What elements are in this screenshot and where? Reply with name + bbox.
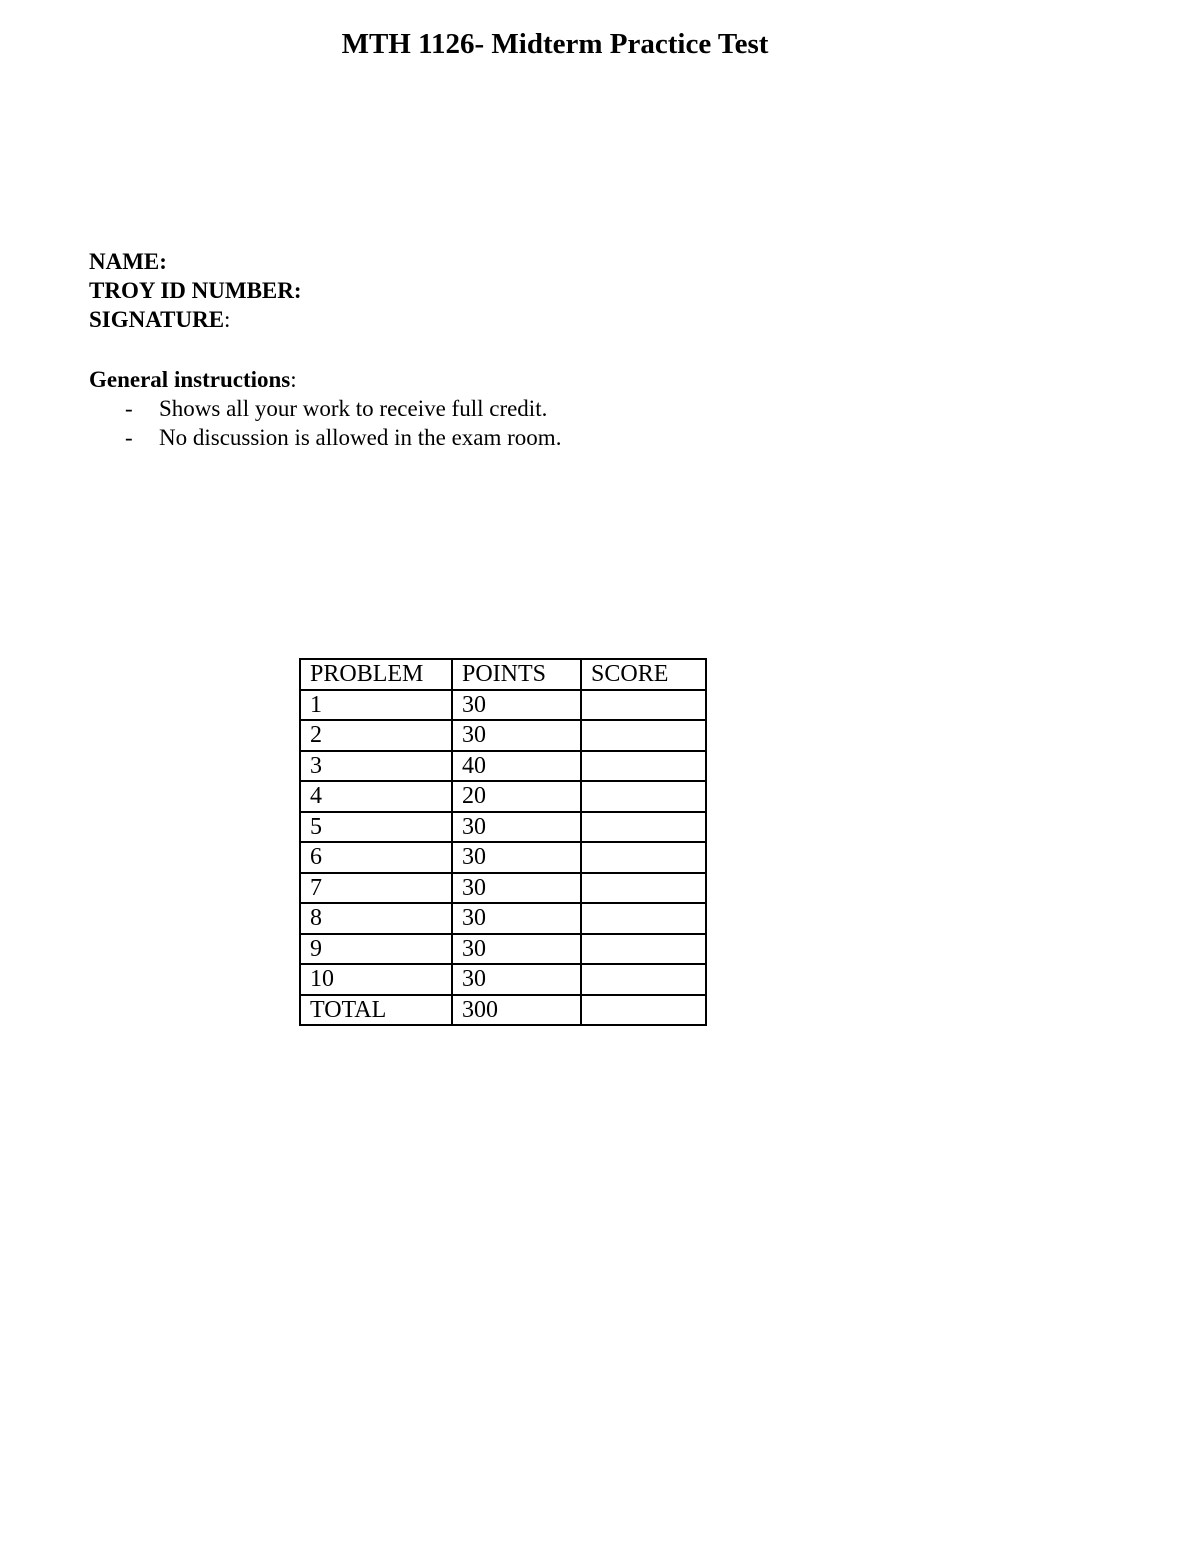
instructions-heading-row	[89, 365, 561, 394]
problem-cell: 7	[300, 873, 452, 904]
total-score-cell[interactable]	[581, 995, 706, 1026]
problem-cell: 5	[300, 812, 452, 843]
problem-cell: 1	[300, 690, 452, 721]
score-cell[interactable]	[581, 903, 706, 934]
signature-row	[89, 305, 302, 334]
general-instructions	[89, 365, 561, 452]
bullet-dash: -	[125, 396, 133, 421]
header-score: SCORE	[581, 659, 706, 690]
problem-cell: 10	[300, 964, 452, 995]
score-table	[299, 658, 707, 1026]
problem-cell: 6	[300, 842, 452, 873]
bullet-dash: -	[125, 425, 133, 450]
score-cell[interactable]	[581, 720, 706, 751]
table-row	[300, 934, 706, 965]
table-row	[300, 720, 706, 751]
instructions-heading: General instructions	[89, 367, 291, 392]
points-cell: 30	[452, 720, 581, 751]
troy-id-label: TROY ID NUMBER:	[89, 278, 302, 303]
score-cell[interactable]	[581, 934, 706, 965]
total-points-cell: 300	[452, 995, 581, 1026]
score-cell[interactable]	[581, 781, 706, 812]
instructions-list	[89, 394, 561, 452]
score-cell[interactable]	[581, 751, 706, 782]
points-cell: 30	[452, 964, 581, 995]
points-cell: 30	[452, 934, 581, 965]
points-cell: 30	[452, 690, 581, 721]
table-row	[300, 842, 706, 873]
signature-colon: :	[224, 307, 231, 332]
score-cell[interactable]	[581, 690, 706, 721]
table-row	[300, 751, 706, 782]
points-cell: 30	[452, 903, 581, 934]
points-cell: 20	[452, 781, 581, 812]
score-cell[interactable]	[581, 964, 706, 995]
student-info-fields	[89, 247, 302, 334]
total-label-cell: TOTAL	[300, 995, 452, 1026]
header-problem: PROBLEM	[300, 659, 452, 690]
problem-cell: 8	[300, 903, 452, 934]
points-cell: 40	[452, 751, 581, 782]
signature-label: SIGNATURE	[89, 307, 225, 332]
instruction-text: No discussion is allowed in the exam room.	[159, 425, 562, 450]
points-cell: 30	[452, 812, 581, 843]
table-row	[300, 964, 706, 995]
score-cell[interactable]	[581, 812, 706, 843]
instruction-text: Shows all your work to receive full credit.	[159, 396, 548, 421]
header-points: POINTS	[452, 659, 581, 690]
instruction-item	[89, 423, 561, 452]
instruction-item	[89, 394, 561, 423]
score-cell[interactable]	[581, 842, 706, 873]
table-row	[300, 781, 706, 812]
problem-cell: 2	[300, 720, 452, 751]
table-row	[300, 812, 706, 843]
table-total-row	[300, 995, 706, 1026]
table-header-row	[300, 659, 706, 690]
name-label: NAME:	[89, 249, 167, 274]
table-row	[300, 690, 706, 721]
points-cell: 30	[452, 842, 581, 873]
table-row	[300, 903, 706, 934]
instructions-heading-colon: :	[290, 367, 297, 392]
problem-cell: 9	[300, 934, 452, 965]
page-title: MTH 1126- Midterm Practice Test	[341, 28, 769, 60]
score-cell[interactable]	[581, 873, 706, 904]
points-cell: 30	[452, 873, 581, 904]
problem-cell: 3	[300, 751, 452, 782]
table-row	[300, 873, 706, 904]
problem-cell: 4	[300, 781, 452, 812]
